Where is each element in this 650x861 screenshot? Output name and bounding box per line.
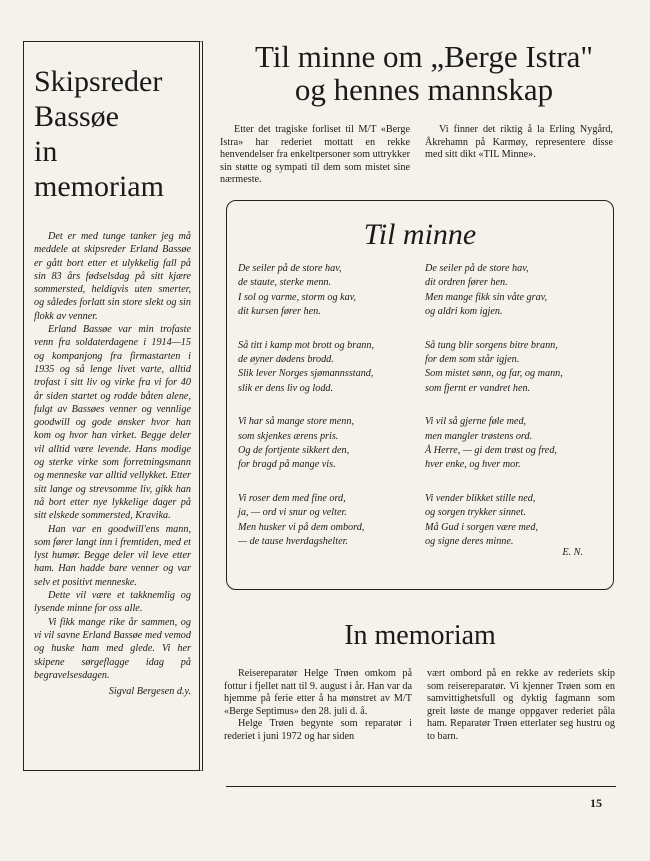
poem-line: Vi har så mange store menn, bbox=[238, 416, 355, 428]
memoriam-column-left bbox=[224, 668, 412, 744]
sidebar-paragraph: Han var en goodwill'ens mann, som fører langt inn i fremtiden, med et lyst humør. Begge deler vil leve etter ham. Han hadde bare venner og var selv et positivt menneske. bbox=[34, 523, 191, 588]
poem-column-left bbox=[238, 262, 423, 569]
intro-paragraph: Vi finner det riktig å la Erling Nygård, Åkrehamn på Karmøy, representere disse med sitt dikt «TIL Minne». bbox=[425, 124, 613, 161]
poem-line: Vi vil så gjerne føle med, bbox=[425, 416, 527, 428]
poem-stanza bbox=[425, 262, 610, 320]
poem-line: dit ordren fører hen. bbox=[425, 277, 508, 289]
sidebar-signature: Sigval Bergesen d.y. bbox=[108, 686, 191, 698]
poem-stanza bbox=[238, 262, 423, 320]
sidebar-paragraph: Vi fikk mange rike år sammen, og vi vil savne Erland Bassøe med vemod og huske ham med glede. Vi her skipene sørgeflagge idag på begravelsesdagen. bbox=[34, 616, 191, 681]
sidebar-paragraph: Det er med tunge tanker jeg må meddele at skipsreder Erland Bassøe er gått bort etter et ulykkelig fall på sin 83 års fødselsdag på sitt kjære sommersted, heldigvis uten smerter, og således forlatt sin store slekt og sin flokk av venner. bbox=[34, 231, 191, 322]
article-intro-right bbox=[425, 124, 613, 162]
bottom-divider bbox=[226, 786, 616, 787]
poem-line: De seiler på de store hav, bbox=[425, 263, 529, 274]
page-number: 15 bbox=[590, 796, 602, 810]
poem-line: Men mange fikk sin våte grav, bbox=[425, 291, 548, 303]
poem-line: og signe deres minne. bbox=[425, 536, 514, 548]
article-title-text: Til minne om „Berge Istra" og hennes mannskap bbox=[254, 39, 594, 107]
poem-line: Men husker vi på dem ombord, bbox=[238, 521, 365, 533]
memoriam-paragraph: Reisereparatør Helge Trøen omkom på fottur i fjellet natt til 9. august i år. Han var da hjemme på ferie etter å ha mønstret av M/T «Berge Septimus» den 28. juli d. å. bbox=[224, 668, 412, 717]
memoriam-title: In memoriam bbox=[344, 620, 496, 651]
poem-line: Vi vender blikket stille ned, bbox=[425, 492, 536, 504]
sidebar-paragraph: Erland Bassøe var min trofaste venn fra soldaterdagene i 1914—15 og kompanjong fra firmastarten i 1935 og så lenge livet varte, alltid trofast i sitt liv og virke fra vi for 40 år siden startet og rodde båten alene, fulgt av Bassøes venner og vennlige goodwill og gode ønsker hvor han kom og hvor han virket. Begge deler vil alltid være levende. Hans modige og sterke virke som forretningsmann og menneske var alltid vellykket. Etter sitt lange og strevsomme liv, gikk han nå bort etter nye lykkelige dager på sitt elskede sommersted, Kravika. bbox=[34, 324, 191, 522]
memoriam-paragraph: Helge Trøen begynte som reparatør i rederiet i juni 1972 og har siden bbox=[224, 718, 412, 742]
article-intro-left bbox=[220, 124, 410, 187]
poem-line: Så tung blir sorgens bitre brann, bbox=[425, 339, 558, 351]
poem-line: og sorgen trykker sinnet. bbox=[425, 507, 526, 519]
poem-column-right bbox=[425, 262, 610, 569]
poem-line: de øyner dødens brodd. bbox=[238, 354, 334, 366]
poem-line: dit kursen fører hen. bbox=[238, 306, 321, 318]
sidebar-body bbox=[34, 230, 191, 698]
sidebar-memoriam-box bbox=[23, 41, 203, 771]
poem-line: de staute, sterke menn. bbox=[238, 277, 332, 289]
poem-line: Å Herre, — gi dem trøst og fred, bbox=[425, 445, 557, 457]
poem-stanza bbox=[238, 415, 423, 473]
poem-line: ja, — ord vi snur og velter. bbox=[238, 507, 347, 519]
poem-line: for bragd på mange vis. bbox=[238, 459, 336, 471]
poem-line: Og de fortjente sikkert den, bbox=[238, 445, 350, 457]
poem-line: hver enke, og hver mor. bbox=[425, 459, 521, 471]
poem-stanza bbox=[425, 339, 610, 397]
poem-line: Slik lever Norges sjømannsstand, bbox=[238, 368, 374, 380]
poem-line: slik er dens liv og lodd. bbox=[238, 382, 334, 394]
poem-title: Til minne bbox=[363, 218, 477, 251]
poem-line: Som mistet sønn, og far, og mann, bbox=[425, 368, 563, 380]
memoriam-column-right bbox=[427, 668, 615, 744]
poem-signature: E. N. bbox=[562, 547, 583, 558]
poem-line: for dem som står igjen. bbox=[425, 354, 520, 366]
poem-line: som fjernt er vandret hen. bbox=[425, 382, 531, 394]
poem-line: som skjenkes ærens pris. bbox=[238, 430, 339, 442]
poem-stanza bbox=[238, 492, 423, 550]
intro-paragraph: Etter det tragiske forliset til M/T «Berge Istra» har rederiet mottatt en rekke henvendelser fra enkeltpersoner som uttrykker sin støtte og sympati til dem som mistet sine nærmeste. bbox=[220, 124, 410, 186]
memoriam-paragraph: vært ombord på en rekke av rederiets skip som reisereparatør. Vi kjenner Trøen som en samvittighetsfull og dyktig fagmann som greit løste de mange oppgaver rederiet påla ham. Reparatør Trøen etterlater seg hustru og to barn. bbox=[427, 668, 615, 742]
sidebar-title: Skipsreder Bassøe in memoriam bbox=[34, 65, 164, 203]
poem-line: Må Gud i sorgen være med, bbox=[425, 521, 538, 533]
poem-line: I sol og varme, storm og kav, bbox=[238, 291, 357, 303]
poem-line: Vi roser dem med fine ord, bbox=[238, 492, 346, 504]
poem-line: Så titt i kamp mot brott og brann, bbox=[238, 339, 375, 351]
poem-stanza bbox=[238, 339, 423, 397]
poem-stanza bbox=[425, 415, 610, 473]
poem-line: og aldri kom igjen. bbox=[425, 306, 503, 318]
sidebar-paragraph: Dette vil være et takknemlig og lysende minne for oss alle. bbox=[34, 590, 191, 615]
poem-line: De seiler på de store hav, bbox=[238, 263, 342, 274]
article-title bbox=[215, 40, 633, 106]
poem-line: men mangler trøstens ord. bbox=[425, 430, 533, 442]
poem-stanza bbox=[425, 492, 610, 550]
poem-line: — de tause hverdagshelter. bbox=[238, 536, 348, 548]
